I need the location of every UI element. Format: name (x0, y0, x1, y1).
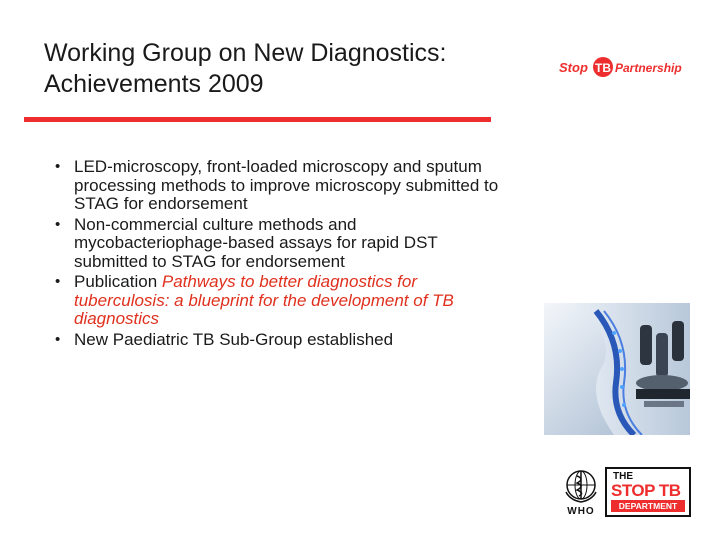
slide-title (44, 38, 514, 100)
bullet-text-prefix: Publication (74, 272, 162, 291)
bullet-text: Non-commercial culture methods and mycobacteriophage-based assays for rapid DST submitted to STAG for endorsement (74, 214, 438, 271)
who-emblem-icon (562, 466, 600, 504)
stop-tb-department-logo (605, 467, 691, 517)
bullet-text: LED-microscopy, front-loaded microscopy and sputum processing methods to improve microscopy submitted to STAG for endorsement (74, 157, 499, 213)
title-line-2: Achievements 2009 (44, 70, 264, 98)
bullet-text: New Paediatric TB Sub-Group established (74, 329, 394, 349)
bullet-icon: • (55, 330, 61, 348)
title-line-1: Working Group on New Diagnostics: (44, 39, 447, 67)
dept-line-stop-tb: STOP TB (611, 481, 681, 500)
bullet-icon: • (55, 273, 61, 290)
who-logo (562, 466, 600, 518)
bullet-icon: • (55, 215, 61, 233)
bullet-icon: • (55, 158, 61, 175)
title-divider (24, 117, 491, 122)
list-item (52, 216, 512, 272)
logo-partnership-text: Partnership (615, 61, 682, 75)
publication-title: Pathways to better diagnostics for tuberculosis: a blueprint for the development of TB diagnostics (74, 272, 454, 328)
who-text: WHO (567, 506, 595, 517)
stop-tb-partnership-logo (557, 54, 689, 80)
dept-line-the: THE (613, 471, 633, 482)
list-item (52, 158, 512, 214)
list-item (52, 331, 512, 350)
microscope-photo (544, 303, 690, 435)
dept-line-department: DEPARTMENT (611, 500, 685, 512)
logo-tb-text: TB (595, 61, 611, 75)
list-item (52, 273, 512, 329)
bullet-list (52, 158, 512, 351)
logo-stop-text: Stop (559, 60, 588, 75)
